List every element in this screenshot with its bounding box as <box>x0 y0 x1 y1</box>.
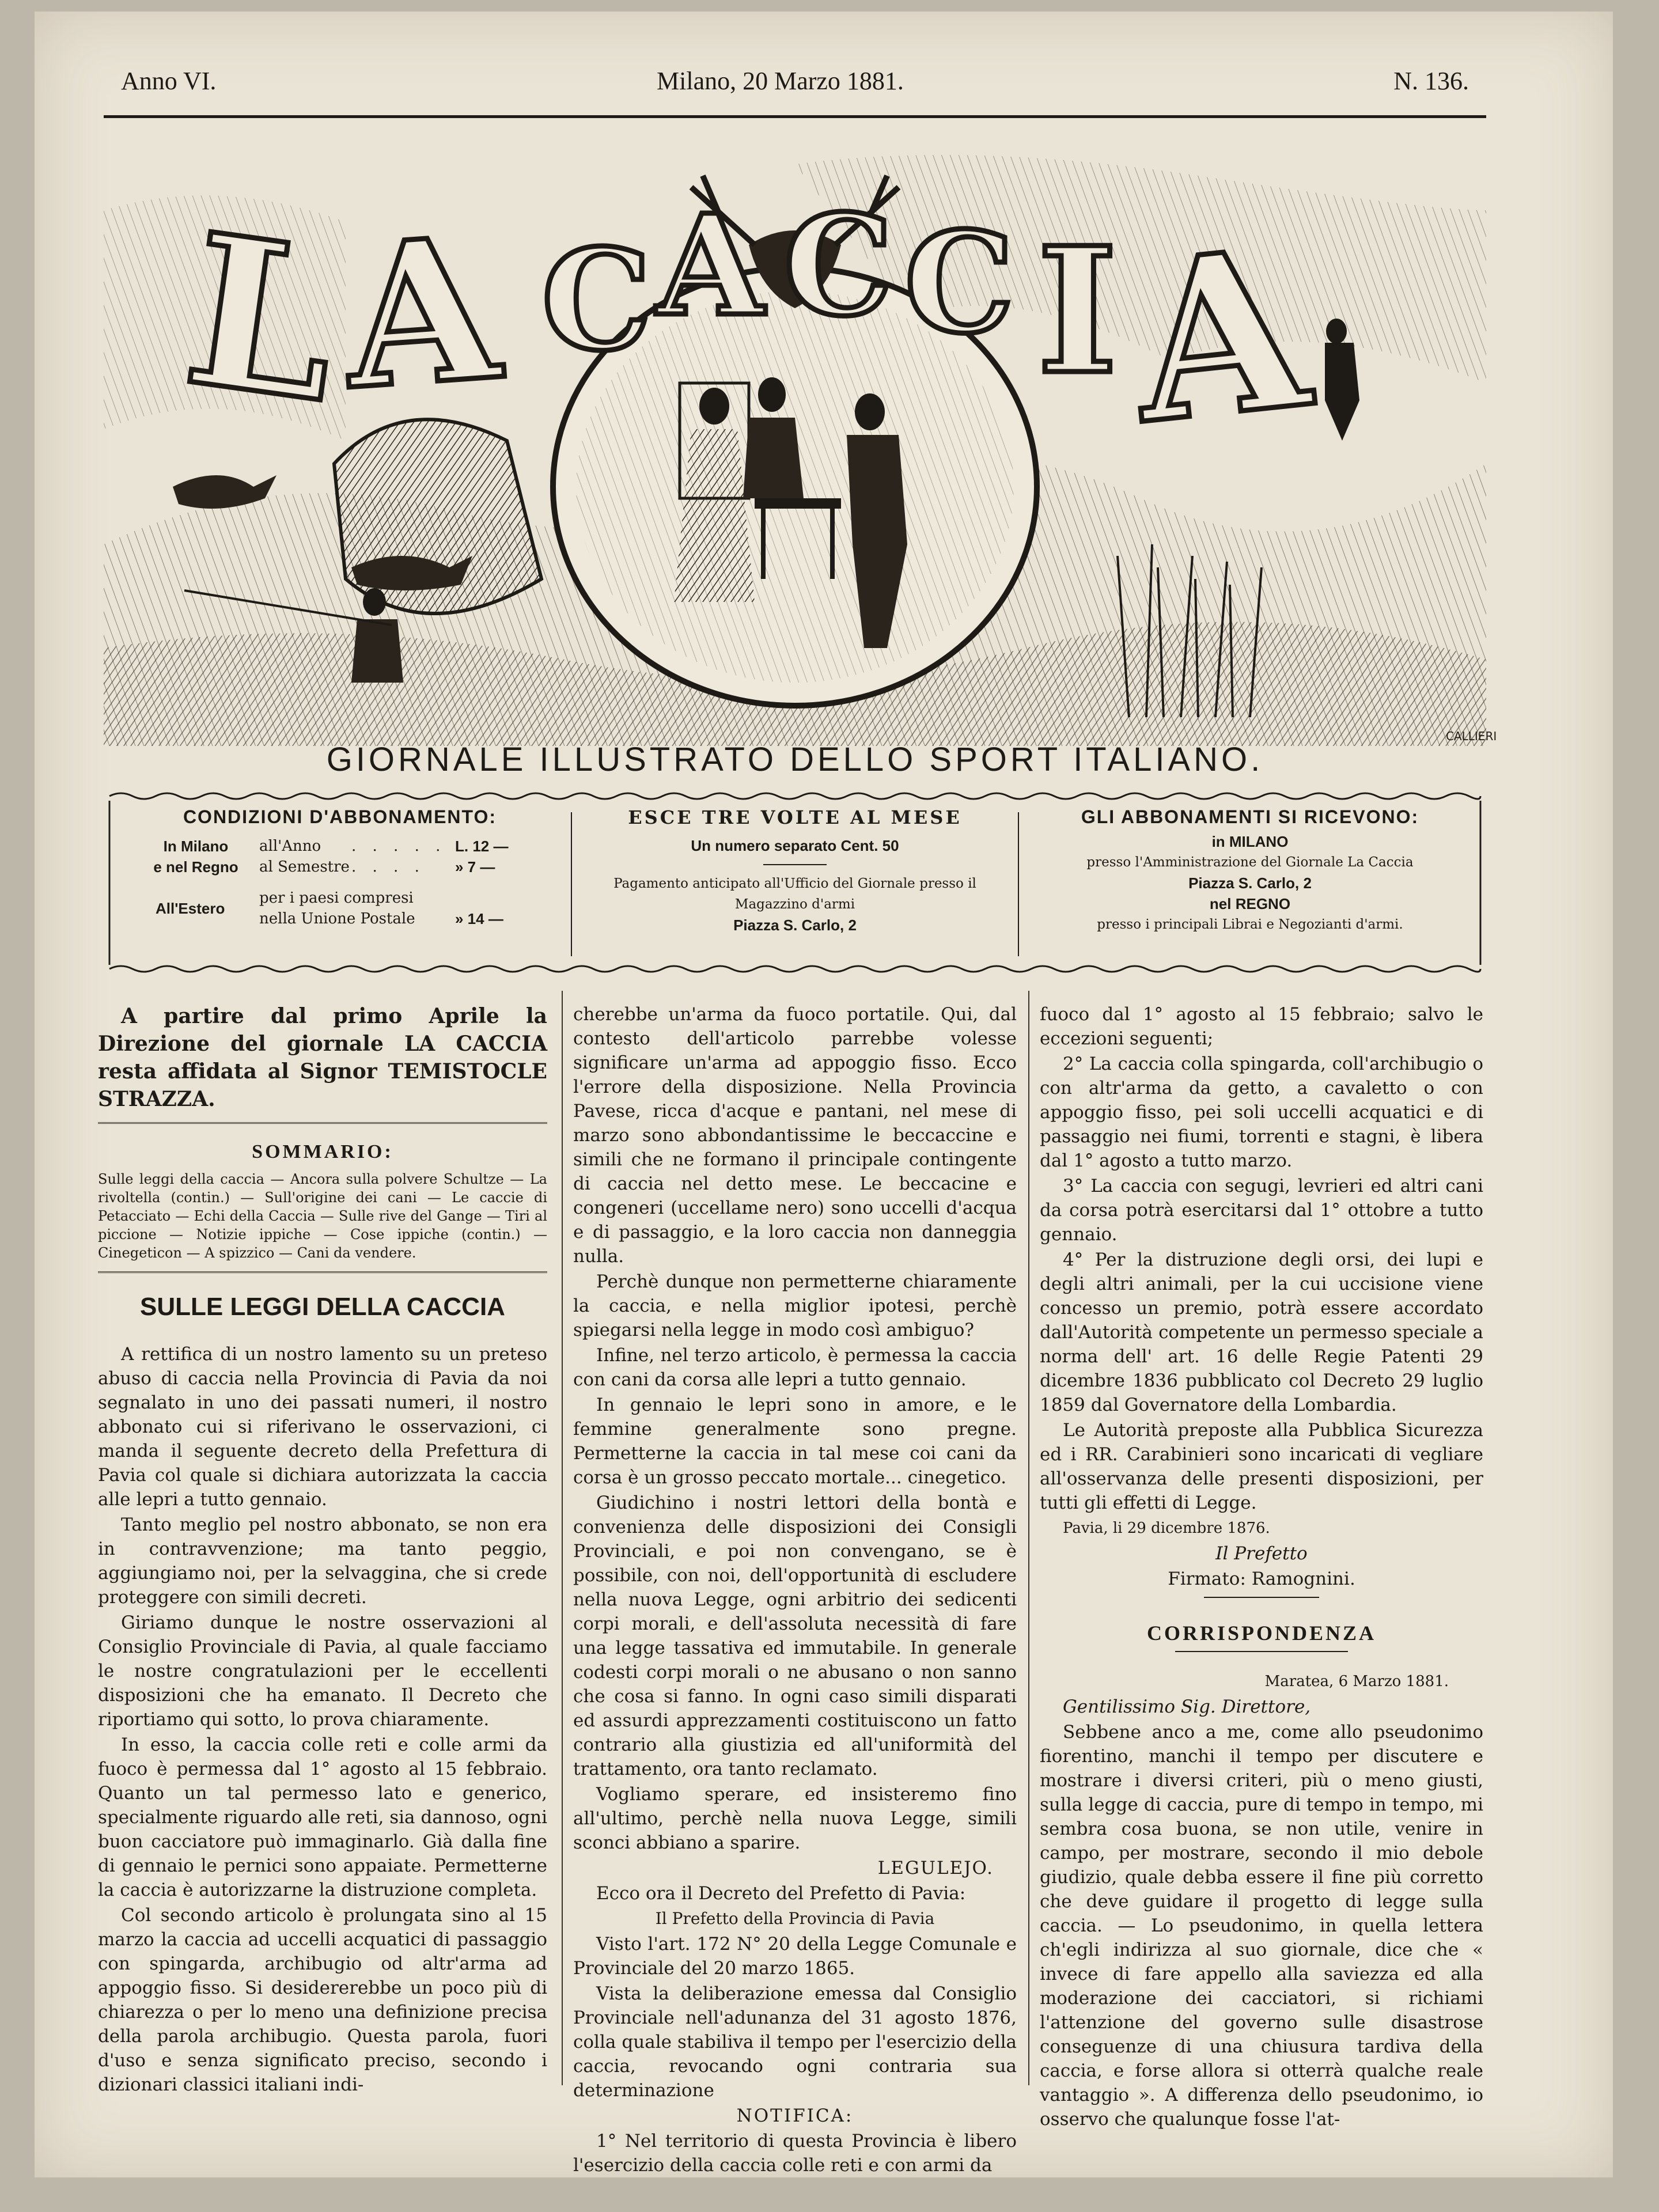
divider <box>1204 1597 1319 1598</box>
subscriptions-kingdom-where: presso i principali Librai e Negozianti d'armi. <box>1097 917 1403 932</box>
article-paragraph: Vogliamo sperare, ed insisteremo fino all'ultimo, perchè nella nuova Legge, simili sconci abbiano a sparire. <box>573 1784 1017 1853</box>
correspondence-salutation: Gentilissimo Sig. Direttore, <box>1063 1696 1311 1717</box>
conditions-year: all'Anno <box>259 838 321 855</box>
article-paragraph: cherebbe un'arma da fuoco portatile. Qui, dal contesto dell'articolo parrebbe volesse significare un'arma ad appoggio fisso. Ecco l'errore della disposizione. Nella Provincia Pavese, ricca d'acque e pantani, nel mese di marzo sono abbondantissime le beccaccine e simili che ne formano il principale contingente di caccia nel detto mese. Le beccacine e congeneri (uccellame nero) sono uccelli d'acqua e di passaggio, e la loro caccia non danneggia nulla. <box>573 1004 1017 1267</box>
payment-address: Piazza S. Carlo, 2 <box>733 916 857 934</box>
decree-paragraph: 3° La caccia con segugi, levrieri ed altri cani da corsa potrà esercitarsi dal 1° ottobre a tutto gennaio. <box>1040 1176 1483 1245</box>
subscriptions-kingdom: nel REGNO <box>1209 895 1291 912</box>
conditions-abroad-line1: per i paesi compresi <box>259 889 414 907</box>
decree-prefect: Il Prefetto <box>1215 1543 1308 1564</box>
engraver-signature: CALLIERI <box>1446 729 1497 743</box>
subscriptions-milan: in MILANO <box>1211 833 1289 850</box>
conditions-year-price: L. 12 — <box>455 838 509 855</box>
dot-leader: . . . . . <box>351 838 446 855</box>
title-illustration <box>104 141 1497 746</box>
decree-paragraph: 1° Nel territorio di questa Provincia è libero l'esercizio della caccia colle reti e con armi da <box>573 2131 1017 2176</box>
decree-paragraph: Visto l'art. 172 N° 20 della Legge Comunale e Provinciale del 20 marzo 1865. <box>573 1934 1017 1979</box>
masthead-rule <box>104 115 1486 118</box>
article-paragraph: In gennaio le lepri sono in amore, e le femmine generalmente sono pregne. Permetterne la caccia in tal mese coi cani da corsa è un grosso peccato mortale... cinegetico. <box>573 1395 1017 1488</box>
article-paragraph: Giriamo dunque le nostre osservazioni al Consiglio Provinciale di Pavia, al quale facciamo le nostre congratulazioni per le eccellenti disposizioni che ha emanato. Il Decreto che riportiamo qui sotto, lo prova chiaramente. <box>98 1612 547 1730</box>
engraving-illustration <box>104 141 1497 746</box>
notifica-heading: NOTIFICA: <box>736 2105 854 2126</box>
single-copy-price: Un numero separato Cent. 50 <box>691 837 899 854</box>
year-label: Anno VI. <box>121 67 217 95</box>
subscriptions-milan-address: Piazza S. Carlo, 2 <box>1188 874 1312 892</box>
summary-title: SOMMARIO: <box>252 1141 393 1162</box>
column-1 <box>98 1002 547 2098</box>
author-signature: LEGULEJO. <box>877 1858 994 1878</box>
subtitle: GIORNALE ILLUSTRATO DELLO SPORT ITALIANO. <box>326 741 1264 778</box>
conditions-semester: al Semestre <box>259 858 350 876</box>
article-paragraph: Tanto meglio pel nostro abbonato, se non era in contravvenzione; ma tanto peggio, aggiungiamo noi, per la selvaggina, che si crede proteggere con simili decreti. <box>98 1514 547 1608</box>
summary-text: Sulle leggi della caccia — Ancora sulla polvere Schultze — La rivoltella (contin.) — Sull'origine dei cani — Le caccie di Petacciato — Echi della Caccia — Sulle rive del Gange — Tiri al piccione — Notizie ippiche — Cose ippiche (contin.) — Cinegeticon — A spizzico — Cani da vendere. <box>98 1171 547 1261</box>
conditions-milan: In Milano <box>163 838 229 855</box>
conditions-abroad: All'Estero <box>156 900 225 917</box>
decree-signed: Firmato: Ramognini. <box>1168 1569 1355 1589</box>
column-rule <box>1028 991 1029 2085</box>
divider <box>763 864 827 865</box>
title-letter-c1: C <box>541 219 652 381</box>
title-letter-c2: C <box>783 184 894 347</box>
dateline: Milano, 20 Marzo 1881. <box>657 67 904 95</box>
decree-dateline: Pavia, li 29 dicembre 1876. <box>1063 1520 1270 1537</box>
prefect-heading: Il Prefetto della Provincia di Pavia <box>655 1909 935 1928</box>
subscription-info-box <box>104 789 1486 976</box>
title-letter-c3: C <box>904 202 1015 364</box>
article-title: SULLE LEGGI DELLA CACCIA <box>140 1293 505 1321</box>
correspondence-paragraph: Sebbene anco a me, come allo pseudonimo fiorentino, manchi il tempo per discutere e mostrare i diversi criteri, più o meno giusti, sulla legge di caccia, pure di tempo in tempo, mi sembra cosa buona, se non utile, venire in campo, per mostrare, secondo il mio debole giudizio, quale debba essere il fine più corretto che deve guidare il progetto di legge sulla caccia. — Lo pseudonimo, in quella lettera ch'egli indirizza al suo giornale, dice che « invece di fare appello alla saviezza ed alla moderazione dei cacciatori, si richiami l'attenzione del governo sulle disastrose conseguenze di una chiusura tardiva della caccia, e forse allora si otterrà qualche reale vantaggio ». A differenza dello pseudonimo, io osservo che qualunque fosse l'at- <box>1040 1722 1483 2130</box>
decree-paragraph: fuoco dal 1° agosto al 15 febbraio; salvo le eccezioni seguenti; <box>1040 1004 1483 1049</box>
conditions-semester-price: » 7 — <box>455 858 495 876</box>
correspondence-title: CORRISPONDENZA <box>1146 1622 1377 1645</box>
article-paragraph: In esso, la caccia colle reti e colle armi da fuoco è permessa dal 1° agosto al 15 febbraio. Quanto un tal permesso lato e generico, specialmente riguardo alle reti, sia dannoso, ogni buon cacciatore può immaginarlo. Già dalla fine di gennaio le pernici sono appaiate. Permetterne la caccia è autorizzarne la distruzione completa. <box>98 1734 547 1900</box>
article-paragraph: Infine, nel terzo articolo, è permessa la caccia con cani da corsa alle lepri a tutto gennaio. <box>573 1345 1017 1390</box>
title-letter-a3: A <box>1122 199 1319 473</box>
dot-leader: . . . . <box>351 858 425 876</box>
title-letter-i: I <box>1037 209 1118 412</box>
conditions-kingdom: e nel Regno <box>153 858 238 876</box>
frequency-title: ESCE TRE VOLTE AL MESE <box>628 806 962 828</box>
conditions-column <box>115 806 565 968</box>
direction-notice: A partire dal primo Aprile la Direzione del giornale LA CACCIA resta affidata al Signor TEMISTOCLE STRAZZA. <box>98 1004 547 1111</box>
masthead <box>104 66 1486 107</box>
divider <box>98 1122 547 1128</box>
column-3 <box>1040 1002 1483 2133</box>
article-paragraph: Giudichino i nostri lettori della bontà e convenienza delle disposizioni dei Consigli Provinciali, e poi non convengano, se è possibile, con noi, dell'opportunità di escludere nella nuova Legge, ogni arbitrio dei sedicenti corpi morali, e dell'assoluta necessità di fare una legge tassativa ed immutabile. In generale codesti corpi morali o ne abusano o non sanno che cosa si fanno. In ogni caso simili disparati ed assurdi apprezzamenti costituiscono un fatto contrario alla giustizia ed all'uniformità del trattamento, ora tanto reclamato. <box>573 1493 1017 1779</box>
decree-paragraph: 4° Per la distruzione degli orsi, dei lupi e degli altri animali, per la cui uccisione viene concesso un premio, potrà essere accordato dall'Autorità competente un permesso speciale a norma dell' art. 16 delle Regie Patenti 29 dicembre 1836 pubblicato col Decreto 29 luglio 1859 dal Governatore della Lombardia. <box>1040 1249 1483 1415</box>
decree-paragraph: 2° La caccia colla spingarda, coll'archibugio o con altr'arma da getto, a cavaletto o con appoggio fisso, pei soli uccelli acquatici e di passaggio nei fiumi, torrenti e stagni, è libera dal 1° agosto a tutto marzo. <box>1040 1054 1483 1171</box>
conditions-title: CONDIZIONI D'ABBONAMENTO: <box>183 806 497 827</box>
column-rule <box>562 991 563 2085</box>
divider <box>98 1271 547 1278</box>
title-letter-a2: A <box>657 184 764 347</box>
conditions-abroad-price: » 14 — <box>455 910 503 927</box>
subscriptions-column <box>1025 806 1475 935</box>
divider <box>1175 1651 1348 1652</box>
subscriptions-milan-where: presso l'Amministrazione del Giornale La Caccia <box>1086 855 1414 870</box>
decree-paragraph: Le Autorità preposte alla Pubblica Sicurezza ed i RR. Carabinieri sono incaricati di vegliare all'osservanza delle presenti disposizioni, per tutti gli effetti di Legge. <box>1040 1420 1483 1513</box>
issue-number: N. 136. <box>1393 67 1469 95</box>
column-2 <box>573 1002 1017 2179</box>
title-letter-l: L <box>173 187 352 449</box>
conditions-abroad-line2: nella Unione Postale <box>259 910 415 927</box>
subscriptions-title: GLI ABBONAMENTI SI RICEVONO: <box>1081 806 1419 827</box>
article-paragraph: Col secondo articolo è prolungata sino al 15 marzo la caccia ad uccelli acquatici di passaggio con spingarda, archibugio od altr'arma ad appoggio fisso. Si desidererebbe un poco più di chiarezza o per lo meno una definizione precisa della parola archibugio. Questa parola, fuori d'uso e senza significato preciso, secondo i dizionari classici italiani indi- <box>98 1905 547 2095</box>
decree-paragraph: Vista la deliberazione emessa dal Consiglio Provinciale nell'adunanza del 31 agosto 1876, colla quale stabiliva il tempo per l'esercizio della caccia, revocando ogni contraria sua determinazione <box>573 1983 1017 2101</box>
decree-intro: Ecco ora il Decreto del Prefetto di Pavia: <box>596 1883 966 1904</box>
payment-note: Pagamento anticipato all'Ufficio del Giornale presso il Magazzino d'armi <box>613 876 976 912</box>
newspaper-page <box>35 12 1613 2177</box>
frequency-column <box>582 806 1008 935</box>
title-letter-a: A <box>338 194 506 434</box>
article-paragraph: Perchè dunque non permetterne chiaramente la caccia, e nella miglior ipotesi, perchè spiegarsi nella legge in modo così ambiguo? <box>573 1271 1017 1340</box>
correspondence-date: Maratea, 6 Marzo 1881. <box>1264 1673 1449 1690</box>
article-paragraph: A rettifica di un nostro lamento su un preteso abuso di caccia nella Provincia di Pavia da noi segnalato in uno dei passati numeri, il nostro abbonato cui si riferivano le osservazioni, ci manda il seguente decreto della Prefettura di Pavia col quale si dichiara autorizzata la caccia alle lepri a tutto gennaio. <box>98 1344 547 1510</box>
